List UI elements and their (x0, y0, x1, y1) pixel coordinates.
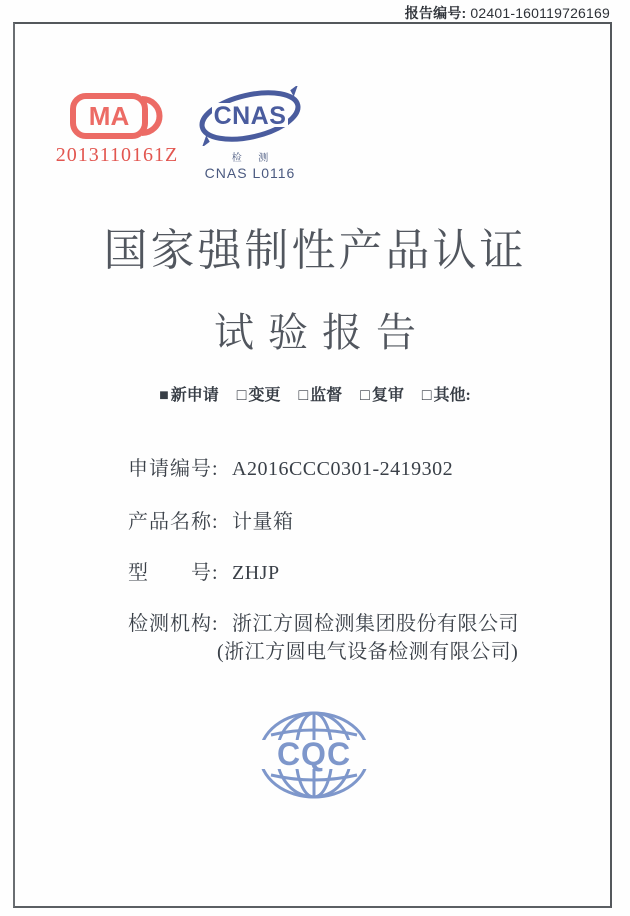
field-test-organization (128, 607, 519, 636)
cnas-accreditation-number: CNAS L0116 (204, 165, 296, 181)
field-test-organization-line2: (浙江方圆电气设备检测有限公司) (217, 641, 519, 663)
application-type-row (0, 382, 630, 405)
report-number-label: 报告编号: (404, 5, 467, 21)
field-product-name (128, 505, 294, 534)
application-type-review: □ 复审 (360, 387, 404, 404)
cqc-logo-block (257, 709, 371, 806)
field-value: 计量箱 (232, 511, 294, 533)
application-type-other: □ 其他: (421, 387, 471, 404)
checkbox-empty-icon: □ (421, 387, 432, 404)
report-number (405, 3, 610, 23)
checkbox-checked-icon: ■ (159, 387, 169, 404)
field-label: 申请编号: (128, 458, 219, 480)
checkbox-empty-icon: □ (298, 387, 309, 404)
cqc-logo-text: CQC (276, 736, 352, 772)
field-value: ZHJP (232, 562, 280, 584)
cnas-logo-text: CNAS (213, 102, 287, 130)
field-label: 检测机构: (128, 613, 219, 635)
cqc-logo-icon (257, 709, 371, 801)
cma-cert-number: 2013110161Z (55, 144, 179, 166)
main-title: 国家强制性产品认证 (103, 226, 527, 275)
cnas-mark-type-label: 检 测 (231, 153, 276, 164)
cma-logo-block (46, 92, 188, 167)
field-value: A2016CCC0301-2419302 (232, 458, 454, 480)
field-label: 型 号: (128, 562, 219, 584)
application-type-new: ■ 新申请 (159, 387, 219, 404)
cnas-logo-block (190, 86, 310, 181)
report-number-value: 02401-160119726169 (470, 5, 610, 21)
field-model (128, 556, 280, 585)
field-value: 浙江方圆检测集团股份有限公司 (232, 613, 519, 635)
sub-title: 试验报告 (214, 310, 430, 355)
application-type-supervision: □ 监督 (298, 387, 343, 404)
cnas-logo-icon (196, 86, 304, 146)
cma-logo-text: MA (88, 101, 130, 131)
checkbox-empty-icon: □ (236, 387, 247, 404)
application-type-change: □ 变更 (236, 387, 281, 404)
cma-logo-icon (70, 92, 164, 140)
checkbox-empty-icon: □ (360, 387, 370, 404)
field-application-number (128, 452, 453, 481)
field-label: 产品名称: (128, 511, 219, 533)
